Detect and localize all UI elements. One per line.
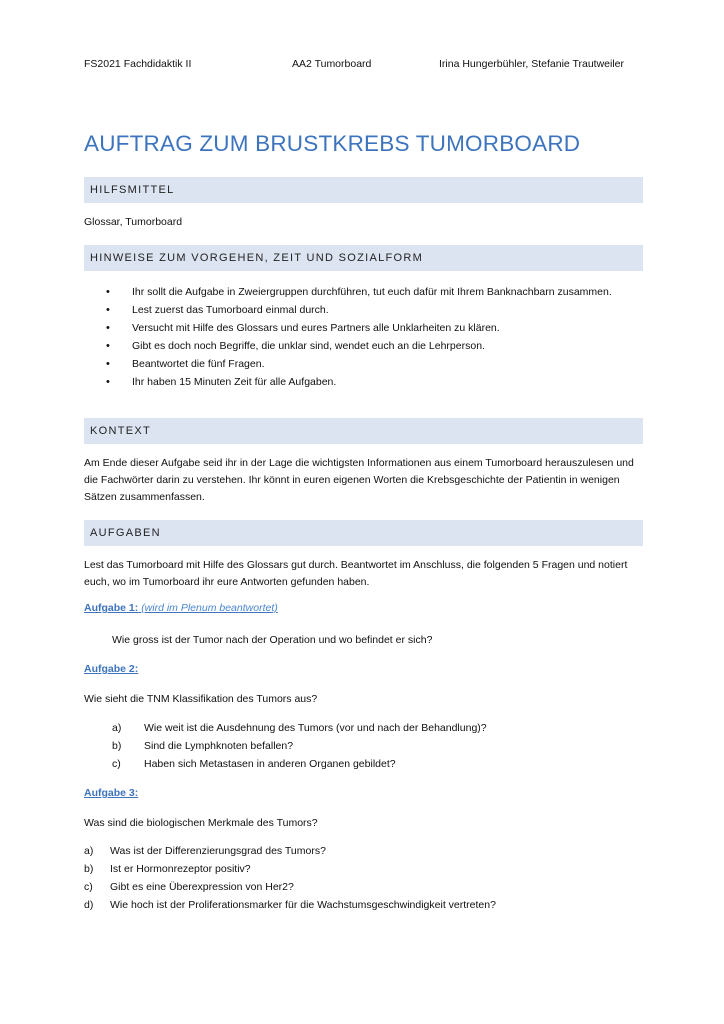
list-item-text: Beantwortet die fünf Fragen. xyxy=(132,358,265,370)
bullet-icon: • xyxy=(106,304,110,316)
list-item xyxy=(100,302,640,319)
task-3-label: Aufgabe 3: xyxy=(84,787,139,799)
task-1-heading xyxy=(84,602,278,614)
item-letter: c) xyxy=(112,758,121,770)
task-3-question: Was sind die biologischen Merkmale des Tumors? xyxy=(84,817,318,829)
section-heading-aufgaben: AUFGABEN xyxy=(84,520,643,546)
kontext-text: Am Ende dieser Aufgabe seid ihr in der Lage die wichtigsten Informationen aus einem Tumorboard herauszulesen und die Fachwörter darin zu verstehen. Ihr könnt in euren eigenen Worten die Krebsgeschichte der Patientin in wenigen Sätzen zusammenfassen. xyxy=(84,457,634,503)
task-1-note: (wird im Plenum beantwortet) xyxy=(141,602,278,614)
item-letter: b) xyxy=(84,863,94,875)
task-3-list xyxy=(84,843,644,915)
bullet-icon: • xyxy=(106,322,110,334)
hilfsmittel-text: Glossar, Tumorboard xyxy=(84,216,183,228)
item-text: Gibt es eine Überexpression von Her2? xyxy=(110,881,294,893)
header-assignment: AA2 Tumorboard xyxy=(292,58,372,70)
section-heading-hilfsmittel: HILFSMITTEL xyxy=(84,177,643,203)
task-1-label: Aufgabe 1: xyxy=(84,602,139,614)
item-text: Sind die Lymphknoten befallen? xyxy=(144,740,294,752)
list-item xyxy=(84,879,644,896)
list-item xyxy=(100,356,640,373)
list-item xyxy=(112,756,632,773)
list-item xyxy=(100,284,640,301)
item-letter: a) xyxy=(112,722,122,734)
list-item xyxy=(84,861,644,878)
hinweise-list xyxy=(100,284,640,392)
list-item xyxy=(100,320,640,337)
list-item-text: Ihr haben 15 Minuten Zeit für alle Aufgaben. xyxy=(132,376,337,388)
item-text: Was ist der Differenzierungsgrad des Tumors? xyxy=(110,845,326,857)
task-2-list xyxy=(112,720,632,774)
list-item xyxy=(112,720,632,737)
bullet-icon: • xyxy=(106,358,110,370)
section-heading-hinweise: HINWEISE ZUM VORGEHEN, ZEIT UND SOZIALFORM xyxy=(84,245,643,271)
list-item xyxy=(84,897,644,914)
list-item xyxy=(84,843,644,860)
task-1-question: Wie gross ist der Tumor nach der Operation und wo befindet er sich? xyxy=(112,634,433,646)
item-letter: b) xyxy=(112,740,122,752)
list-item-text: Ihr sollt die Aufgabe in Zweiergruppen durchführen, tut euch dafür mit Ihrem Banknachbarn zusammen. xyxy=(132,286,612,298)
bullet-icon: • xyxy=(106,286,110,298)
list-item-text: Gibt es doch noch Begriffe, die unklar sind, wendet euch an die Lehrperson. xyxy=(132,340,485,352)
list-item-text: Versucht mit Hilfe des Glossars und eures Partners alle Unklarheiten zu klären. xyxy=(132,322,500,334)
item-letter: c) xyxy=(84,881,93,893)
task-2-label: Aufgabe 2: xyxy=(84,663,139,675)
item-text: Wie hoch ist der Proliferationsmarker für die Wachstumsgeschwindigkeit vertreten? xyxy=(110,899,496,911)
list-item-text: Lest zuerst das Tumorboard einmal durch. xyxy=(132,304,329,316)
task-2-heading xyxy=(84,663,138,675)
page-title: AUFTRAG ZUM BRUSTKREBS TUMORBOARD xyxy=(84,131,581,156)
list-item xyxy=(112,738,632,755)
list-item xyxy=(100,338,640,355)
item-text: Ist er Hormonrezeptor positiv? xyxy=(110,863,251,875)
bullet-icon: • xyxy=(106,376,110,388)
aufgaben-intro: Lest das Tumorboard mit Hilfe des Glossars gut durch. Beantwortet im Anschluss, die folgenden 5 Fragen und notiert euch, wo im Tumorboard ihr eure Antworten gefunden haben. xyxy=(84,559,628,588)
header-authors: Irina Hungerbühler, Stefanie Trautweiler xyxy=(439,58,625,70)
task-2-question: Wie sieht die TNM Klassifikation des Tumors aus? xyxy=(84,693,318,705)
item-letter: d) xyxy=(84,899,94,911)
item-text: Wie weit ist die Ausdehnung des Tumors (vor und nach der Behandlung)? xyxy=(144,722,487,734)
task-3-heading xyxy=(84,787,138,799)
header-course: FS2021 Fachdidaktik II xyxy=(84,58,192,70)
section-heading-kontext: KONTEXT xyxy=(84,418,643,444)
list-item xyxy=(100,374,640,391)
bullet-icon: • xyxy=(106,340,110,352)
item-text: Haben sich Metastasen in anderen Organen gebildet? xyxy=(144,758,396,770)
item-letter: a) xyxy=(84,845,94,857)
